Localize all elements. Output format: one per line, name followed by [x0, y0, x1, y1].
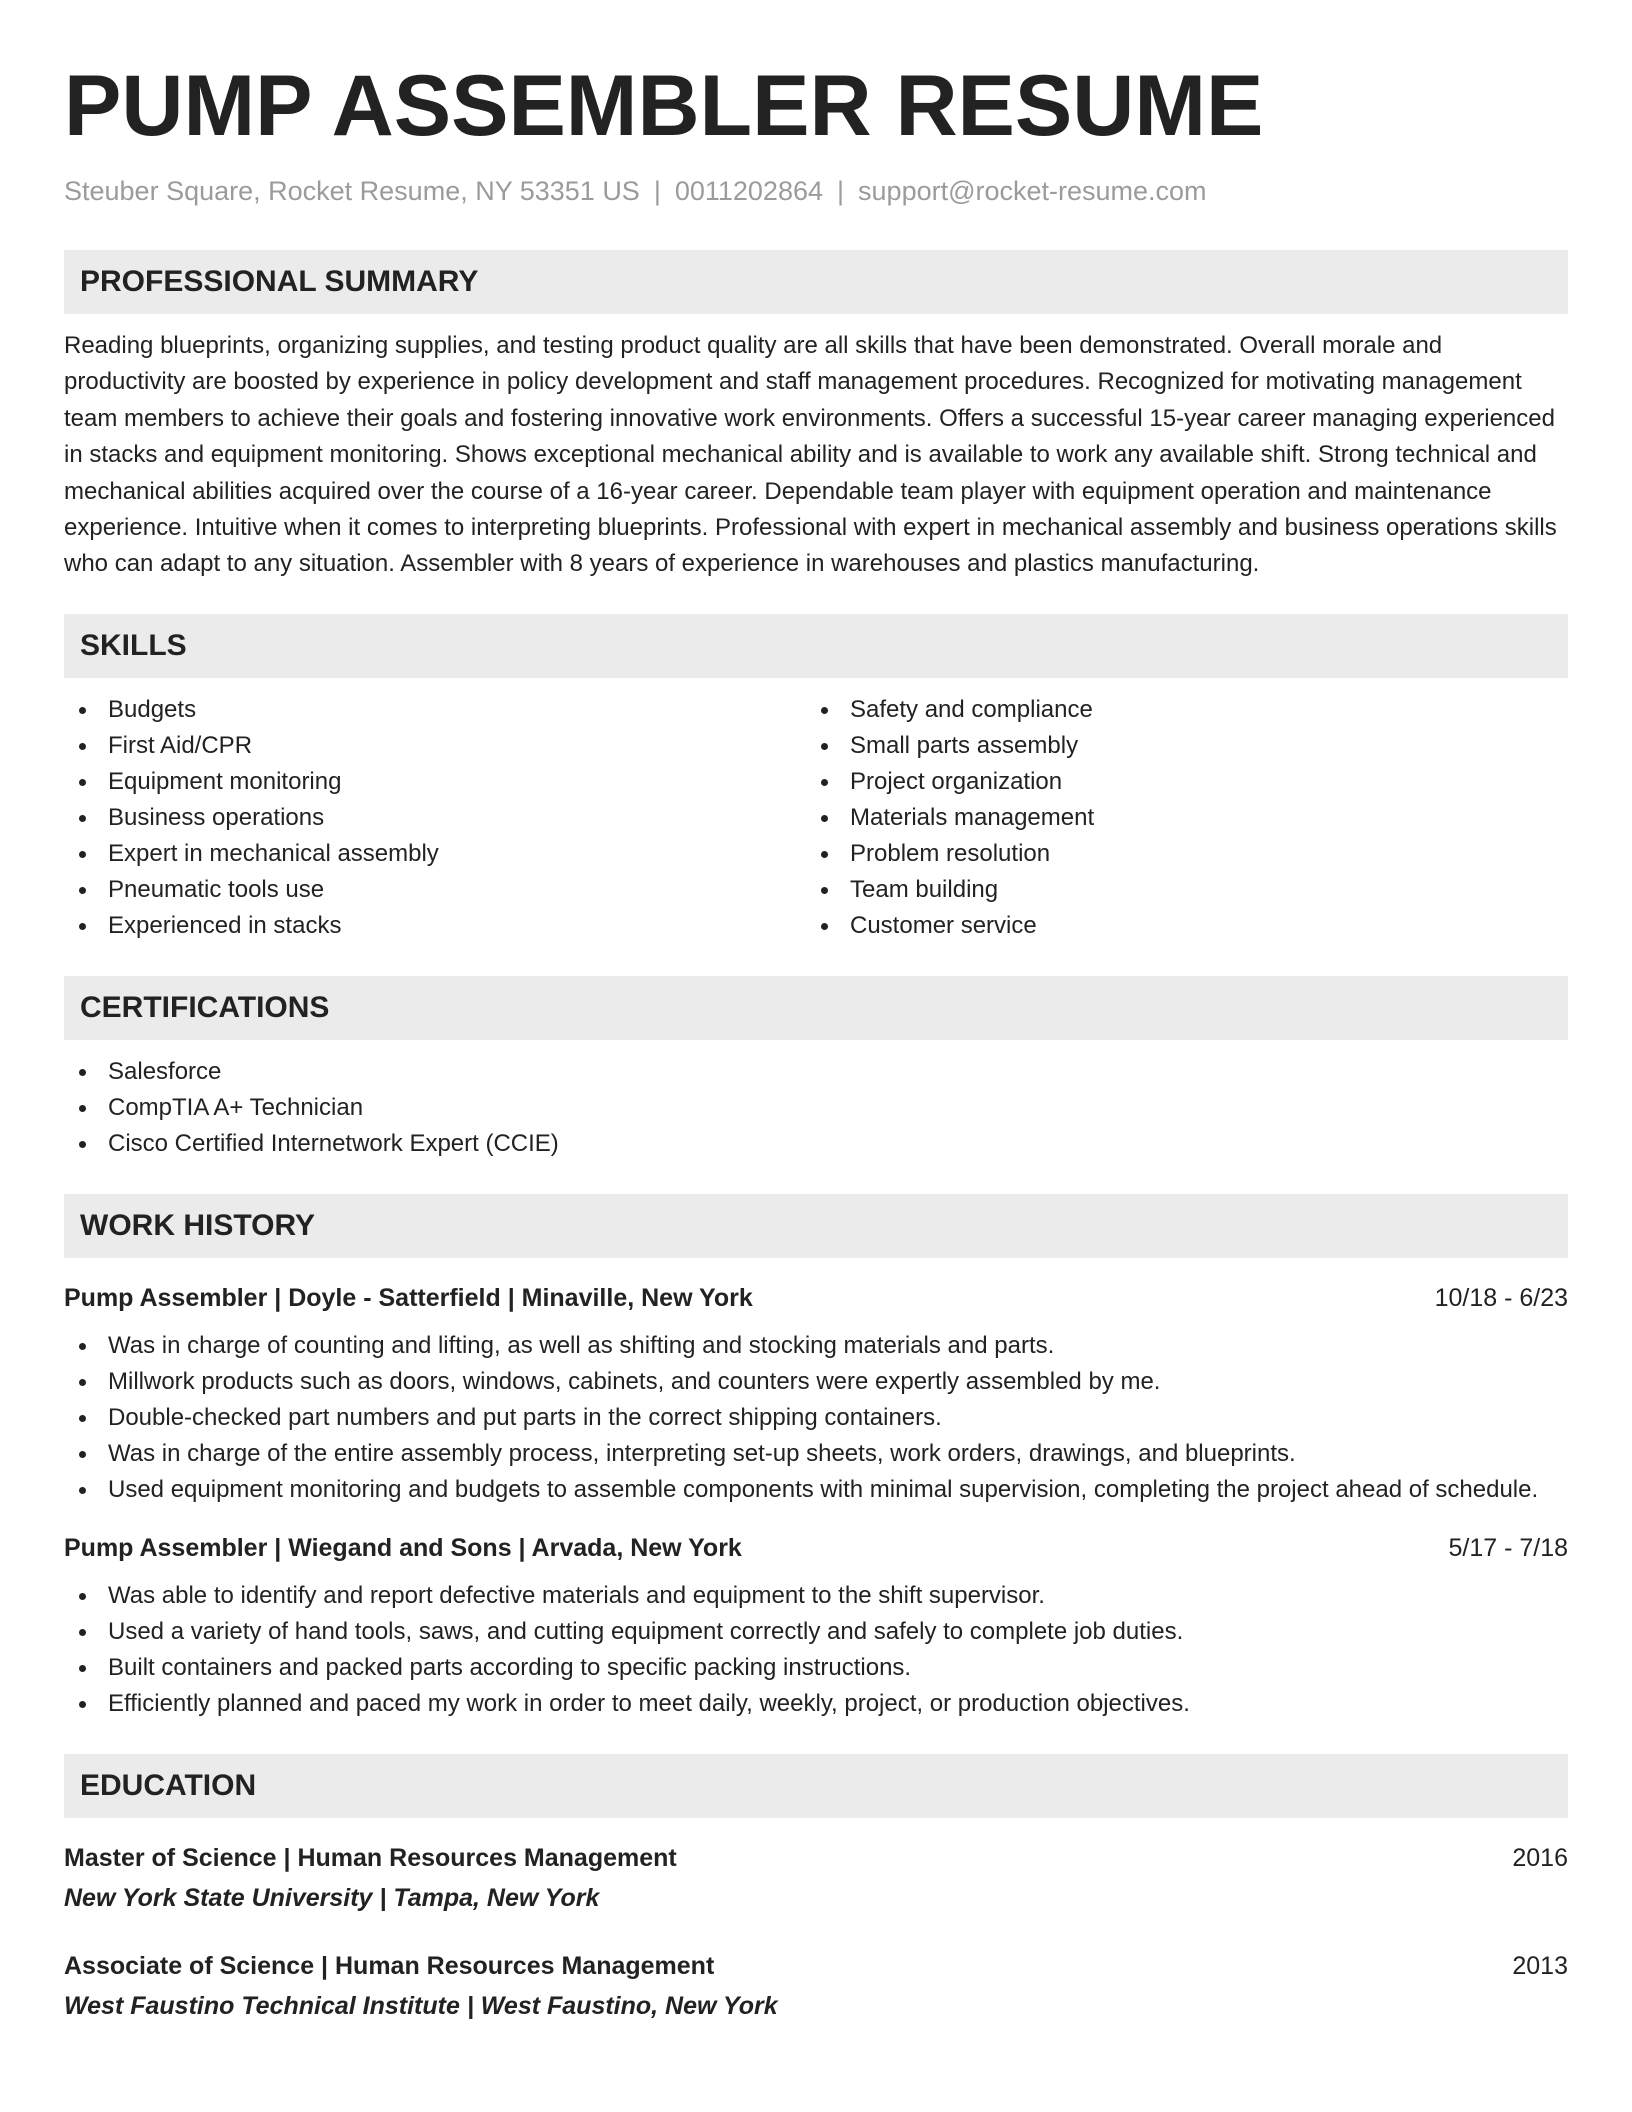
job-dates: 5/17 - 7/18 — [1448, 1533, 1568, 1562]
education-degree: Master of Science | Human Resources Management — [64, 1843, 677, 1872]
certification-item: Cisco Certified Internetwork Expert (CCIE) — [64, 1126, 1568, 1162]
skill-item: Customer service — [806, 908, 1548, 944]
job-entry — [64, 1280, 1568, 1508]
job-heading — [64, 1530, 1568, 1566]
job-duty-item: Was in charge of counting and lifting, as well as shifting and stocking materials and parts. — [64, 1328, 1568, 1364]
job-heading — [64, 1280, 1568, 1316]
education-entry — [64, 1840, 1568, 1916]
contact-address: Steuber Square, Rocket Resume, NY 53351 US — [64, 176, 640, 206]
education-year: 2016 — [1512, 1843, 1568, 1872]
job-duty-item: Used a variety of hand tools, saws, and cutting equipment correctly and safely to complete job duties. — [64, 1614, 1568, 1650]
section-header-work-history: WORK HISTORY — [64, 1194, 1568, 1258]
section-header-summary: PROFESSIONAL SUMMARY — [64, 250, 1568, 314]
education-degree: Associate of Science | Human Resources Management — [64, 1951, 715, 1980]
job-duties — [64, 1328, 1568, 1508]
certifications-list — [64, 1054, 1568, 1162]
section-header-certifications: CERTIFICATIONS — [64, 976, 1568, 1040]
job-duty-item: Was in charge of the entire assembly process, interpreting set-up sheets, work orders, drawings, and blueprints. — [64, 1436, 1568, 1472]
skill-item: First Aid/CPR — [64, 728, 806, 764]
resume-title: PUMP ASSEMBLER RESUME — [64, 58, 1264, 154]
certification-item: CompTIA A+ Technician — [64, 1090, 1568, 1126]
skill-item: Experienced in stacks — [64, 908, 806, 944]
skill-item: Budgets — [64, 692, 806, 728]
contact-separator: | — [837, 176, 845, 206]
section-header-education: EDUCATION — [64, 1754, 1568, 1818]
skill-item: Safety and compliance — [806, 692, 1548, 728]
job-duty-item: Efficiently planned and paced my work in order to meet daily, weekly, project, or production objectives. — [64, 1686, 1568, 1722]
skill-item: Problem resolution — [806, 836, 1548, 872]
education-entry — [64, 1948, 1568, 2024]
job-duty-item: Millwork products such as doors, windows, cabinets, and counters were expertly assembled by me. — [64, 1364, 1568, 1400]
education-heading — [64, 1948, 1568, 1984]
skill-item: Materials management — [806, 800, 1548, 836]
skill-item: Equipment monitoring — [64, 764, 806, 800]
job-duty-item: Double-checked part numbers and put parts in the correct shipping containers. — [64, 1400, 1568, 1436]
job-entry — [64, 1530, 1568, 1722]
job-title: Pump Assembler | Doyle - Satterfield | Minaville, New York — [64, 1283, 753, 1312]
skill-item: Small parts assembly — [806, 728, 1548, 764]
contact-separator: | — [653, 176, 661, 206]
job-title: Pump Assembler | Wiegand and Sons | Arvada, New York — [64, 1533, 742, 1562]
job-dates: 10/18 - 6/23 — [1434, 1283, 1568, 1312]
section-header-skills: SKILLS — [64, 614, 1568, 678]
job-duty-item: Used equipment monitoring and budgets to assemble components with minimal supervision, completing the project ahead of schedule. — [64, 1472, 1568, 1508]
contact-line — [64, 174, 1568, 208]
skill-item: Team building — [806, 872, 1548, 908]
education-heading — [64, 1840, 1568, 1876]
education-year: 2013 — [1512, 1951, 1568, 1980]
skills-list-left — [64, 692, 806, 944]
education-school: West Faustino Technical Institute | West Faustino, New York — [64, 1991, 778, 2020]
skill-item: Expert in mechanical assembly — [64, 836, 806, 872]
certification-item: Salesforce — [64, 1054, 1568, 1090]
education-school: New York State University | Tampa, New York — [64, 1883, 600, 1912]
skills-grid — [64, 692, 1568, 944]
skill-item: Business operations — [64, 800, 806, 836]
contact-phone: 0011202864 — [674, 176, 824, 206]
summary-text: Reading blueprints, organizing supplies, and testing product quality are all skills that have been demonstrated. Overall morale and productivity are boosted by experience in policy development and staff management procedures. Recognized for motivating management team members to achieve their goals and fostering innovative work environments. Offers a successful 15-year career managing experienced in stacks and equipment monitoring. Shows exceptional mechanical ability and is available to work any available shift. Strong technical and mechanical abilities acquired over the course of a 16-year career. Dependable team player with equipment operation and maintenance experience. Intuitive when it comes to interpreting blueprints. Professional with expert in mechanical assembly and business operations skills who can adapt to any situation. Assembler with 8 years of experience in warehouses and plastics manufacturing. — [64, 332, 1557, 578]
skill-item: Pneumatic tools use — [64, 872, 806, 908]
job-duty-item: Was able to identify and report defective materials and equipment to the shift supervisor. — [64, 1578, 1568, 1614]
job-duty-item: Built containers and packed parts according to specific packing instructions. — [64, 1650, 1568, 1686]
skill-item: Project organization — [806, 764, 1548, 800]
contact-email: support@rocket-resume.com — [858, 176, 1207, 206]
skills-list-right — [806, 692, 1548, 944]
job-duties — [64, 1578, 1568, 1722]
